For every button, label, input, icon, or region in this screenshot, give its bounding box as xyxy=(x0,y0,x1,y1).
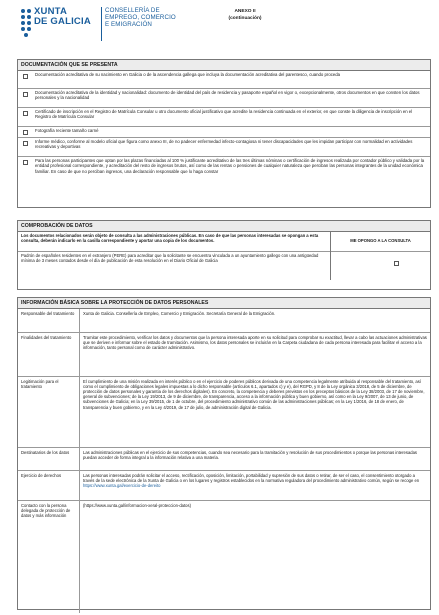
rights-text: Las personas interesadas podrán solicitar el acceso, rectificación, oposición, limitación, portabilidad y supresión de sus datos o retirar, de ser el caso, el consentimiento otorgado a través de la sede electrónica de la Xunta de Galicia o en los lugares y registros establecidos en la normativa reguladora del procedimiento administrativo común, según se recoge en xyxy=(83,472,420,483)
doc-item xyxy=(18,89,430,108)
doc-item xyxy=(18,138,430,157)
oppose-label: ME OPONGO A LA CONSULTA xyxy=(331,232,430,252)
oppose-checkbox-cell xyxy=(331,252,430,280)
verification-title: COMPROBACIÓN DE DATOS xyxy=(18,221,430,232)
protection-row xyxy=(18,448,430,471)
rights-link[interactable]: https://www.xunta.gal/exercicio-de-dereito xyxy=(83,482,161,488)
protection-row-text xyxy=(80,501,430,613)
documents-title: DOCUMENTACIÓN QUE SE PRESENTA xyxy=(18,60,430,71)
protection-row-text: Las administraciones públicas en el ejercicio de sus competencias, cuando sea necesario para la tramitación y resolución de sus procedimientos o porque las personas interesadas puedan acceder de forma integral a la información relativa a una materia. xyxy=(83,449,418,460)
doc-item xyxy=(18,108,430,127)
doc-item-text: Informe médico, conforme al modelo oficial que figura como anexo III, de no padecer enfermedad infecto-contagiosa ni tener discapacidades que les impidan participar con normalidad en actividades recreativas y deportivas xyxy=(35,139,413,150)
doc-checkbox[interactable] xyxy=(23,74,28,79)
doc-item xyxy=(18,127,430,138)
protection-row-text: Tramitar este procedimiento, verificar los datos y documentos que la persona interesada aporte en su solicitud para comprobar su exactitud, llevar a cabo las actuaciones administrativas que se deriven e informar sobre el estado de tramitación. Asimismo, los datos personales se incluirán en la Carpeta ciudadana de cada persona interesada para facilitar el acceso a la información, tanto personal como de carácter administrativo. xyxy=(83,334,427,350)
doc-item-text: Documentación acreditativa de la identidad y nacionalidad: documento de identidad del país de residencia y pasaporte español en vigor o, excepcionalmente, otros documentos en que consten los datos personales y la nacionalidad xyxy=(35,90,420,101)
verification-table xyxy=(18,232,430,280)
documents-section xyxy=(17,59,431,208)
brand-name: XUNTA DE GALICIA xyxy=(34,6,91,27)
brand-separator xyxy=(101,7,102,41)
department-name: CONSELLERÍA DE EMPREGO, COMERCIO E EMIGRACIÓN xyxy=(105,7,176,28)
protection-row-label: Destinatarios de los datos xyxy=(18,448,80,470)
data-protection-title: INFORMACIÓN BÁSICA SOBRE LA PROTECCIÓN DE DATOS PERSONALES xyxy=(18,298,430,309)
doc-item-text: Para las personas participantes que optan por las plazas financiadas al 100 % justificante acreditativo de las tres últimas nóminas o certificación de ingresos realizada por contador público y validada por la entidad profesional correspondiente, y acreditación del resto de ingresos brutos, así como de las rentas o pensiones de cualquier naturaleza que perciban las personas integrantes de la unidad económica familiar. En caso de que no perciban ingresos, una declaración responsable que lo haga constar xyxy=(35,158,425,174)
doc-item xyxy=(18,157,430,208)
doc-item-text: Documentación acreditativa de su nacimiento en Galicia o de la ascendencia gallega que incluya la documentación acreditativa del parentesco, cuando proceda xyxy=(35,72,341,77)
protection-row-label: Ejercicio de derechos xyxy=(18,471,80,500)
oppose-checkbox[interactable] xyxy=(394,261,399,266)
protection-row xyxy=(18,309,430,333)
protection-row-label: Responsable del tratamiento xyxy=(18,309,80,332)
protection-row-label: Contacto con la persona delegada de protección de datos y más información xyxy=(18,501,80,613)
doc-checkbox[interactable] xyxy=(23,160,28,165)
protection-row-text: El cumplimiento de una misión realizada en interés público o en el ejercicio de poderes públicos derivada de una competencia legalmente atribuida al responsable del tratamiento, así como el cumplimiento de obligaciones legales impuestas a lo dicho responsable (artículos 6.1, apartados c) y e), del RGPD, y 8 de la Ley orgánica 3/2018, de 5 de diciembre, de protección de datos personales y garantía de los derechos digitales). En concreto, la competencia y deberes previstos en los preceptos básicos de la Ley 38/2003, de 17 de noviembre, general de subvenciones; de la Ley 19/2013, de 9 de diciembre, de transparencia, acceso a la información pública y buen gobierno, así como en la Ley 9/2007, de 13 de junio, de subvenciones de Galicia; en la Ley 39/2015, de 1 de octubre, del procedimiento administrativo común de las administraciones públicas; en la Ley 1/2016, de 18 de enero, de transparencia y buen gobierno, y en la Ley 4/2019, de 17 de julio, de administración digital de Galicia. xyxy=(83,378,425,410)
doc-checkbox[interactable] xyxy=(23,130,28,135)
doc-item-text: Certificado de inscripción en el Registro de Matrícula Consular u otro documento oficial justificativo que acredite la residencia continuada en el exterior, en que conste la diligencia de inscripción en el Registro de Matrícula Consular xyxy=(35,109,413,120)
verification-right-column xyxy=(331,232,430,280)
doc-checkbox[interactable] xyxy=(23,141,28,146)
protection-row xyxy=(18,377,430,448)
doc-item xyxy=(18,71,430,89)
protection-row xyxy=(18,471,430,501)
verification-section xyxy=(17,220,431,290)
verification-left-column xyxy=(18,232,331,280)
protection-row-text xyxy=(80,471,430,500)
protection-row xyxy=(18,333,430,377)
protection-row xyxy=(18,501,430,613)
annex-heading: ANEXO II (continuación) xyxy=(228,9,262,21)
doc-item-text: Fotografía reciente tamaño carné xyxy=(35,128,99,133)
protection-row-text: Xunta de Galicia. Consellería de Empleo, Comercio y Emigración. Secretaría General de la Emigración. xyxy=(83,310,276,316)
protection-row-label: Finalidades del tratamiento xyxy=(18,333,80,376)
data-protection-section xyxy=(17,297,431,610)
verification-header-text: Los documentos relacionados serán objeto de consulta a las administraciones públicas. En caso de que las personas interesadas se opongan a esta consulta, deberán indicarlo en la casilla correspondiente y aportar una copia de los documentos. xyxy=(18,232,330,252)
contact-link[interactable]: (https://www.xunta.gal/informacion-xeral-proteccion-datos) xyxy=(83,502,191,508)
protection-row-label: Legitimación para el tratamiento xyxy=(18,377,80,447)
verification-row-text: Padrón de españoles residentes en el extranjero (PERE) para acreditar que la solicitante se encuentra vinculada a un ayuntamiento gallego con una antigüedad mínima de 3 meses contados desde el día de publicación de esta resolución en el Diario Oficial de Galicia xyxy=(21,253,319,264)
doc-checkbox[interactable] xyxy=(23,111,28,116)
doc-checkbox[interactable] xyxy=(23,92,28,97)
